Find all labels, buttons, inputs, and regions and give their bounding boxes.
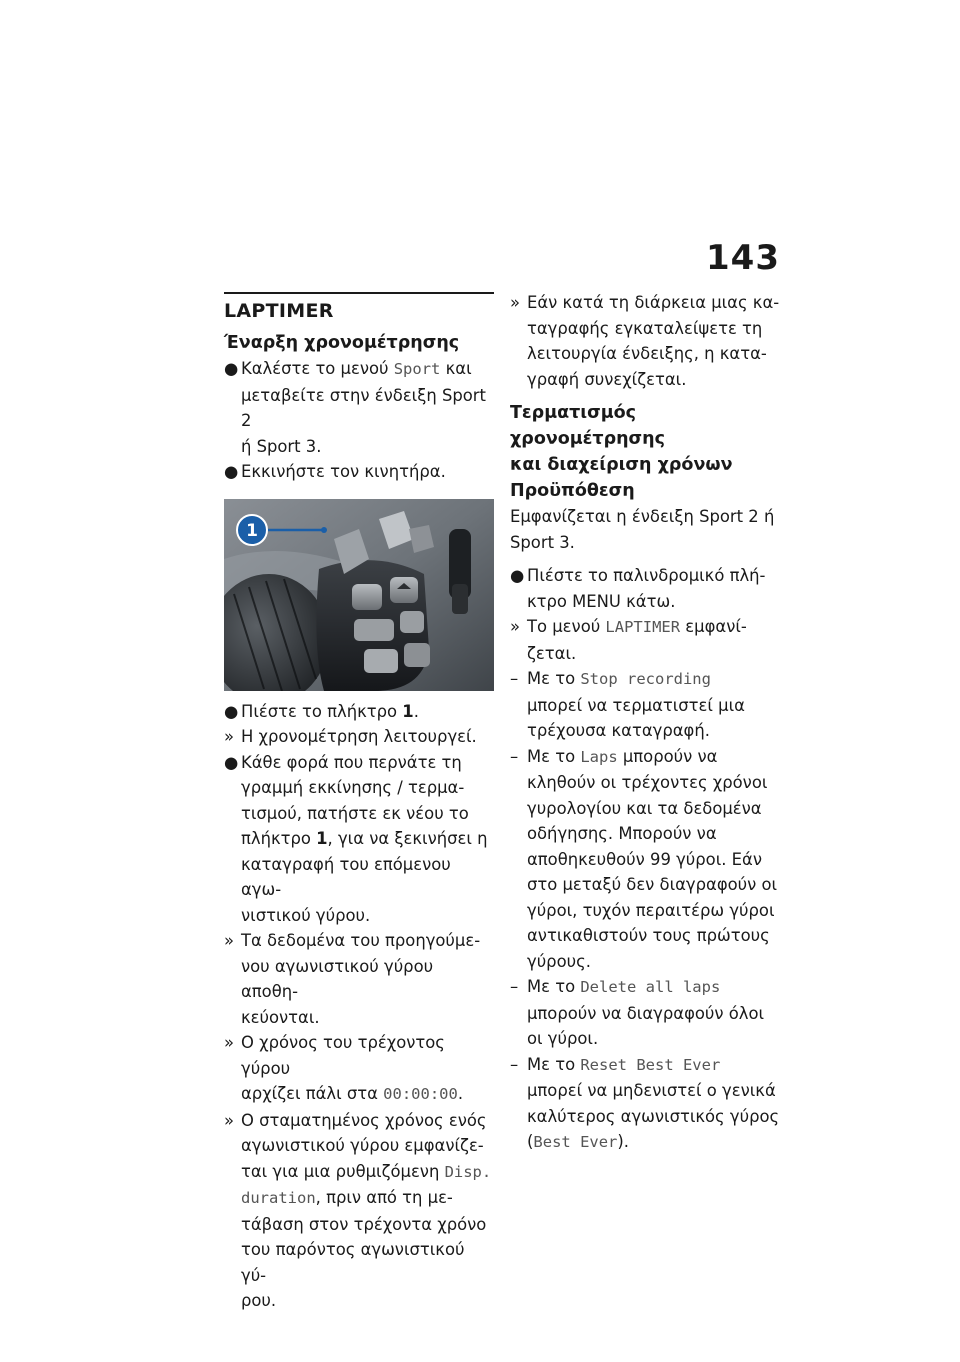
- text-line: duration, πριν από τη με-: [241, 1188, 453, 1207]
- result-arrow-icon: »: [510, 293, 521, 312]
- result-arrow-icon: »: [224, 727, 235, 746]
- subhead-start-timing: Έναρξη χρονομέτρησης: [224, 333, 460, 353]
- subhead-prerequisite: Προϋπόθεση: [510, 481, 635, 501]
- text-line: αντικαθιστούν τους πρώτους: [527, 926, 770, 945]
- bullet-icon: ●: [224, 462, 239, 481]
- text-line: αρχίζει πάλι στα 00:00:00.: [241, 1084, 464, 1103]
- bullet-icon: ●: [224, 359, 239, 378]
- text-line: τρέχουσα καταγραφή.: [527, 721, 710, 740]
- text-line: μπορούν να διαγραφούν όλοι: [527, 1003, 765, 1023]
- text-line: αγωνιστικού γύρου εμφανίζε-: [241, 1136, 484, 1155]
- right-column: [510, 290, 782, 1156]
- text-line: μπορεί να τερματιστεί μια: [527, 695, 745, 715]
- subhead-stop-timing-2: και διαχείριση χρόνων: [510, 455, 733, 475]
- text-line: μεταβείτε στην ένδειξη Sport 2: [241, 385, 486, 430]
- page-number: 143: [706, 238, 780, 278]
- text-line: ή Sport 3.: [241, 436, 322, 456]
- text-line: ταγραφής εγκαταλείψετε τη: [527, 318, 763, 338]
- text-line: κληθούν οι τρέχοντες χρόνοι: [527, 773, 768, 792]
- bullet-icon: ●: [510, 566, 525, 585]
- dash-icon: –: [510, 669, 519, 688]
- subhead-stop-timing: Τερματισμός χρονομέτρησης: [510, 403, 666, 449]
- result-arrow-icon: »: [224, 1033, 235, 1052]
- step-item: ● Πιέστε το παλινδρομικό πλή-: [510, 563, 782, 589]
- step-item: ● Πιέστε το πλήκτρο 1.: [224, 699, 494, 725]
- text-line: κεύονται.: [241, 1007, 320, 1027]
- text-line: λειτουργία ένδειξης, η κατα-: [527, 344, 767, 363]
- result-item: » Τα δεδομένα του προηγούμε-: [224, 928, 494, 954]
- step-item: ● Καλέστε το μενού Sport και: [224, 356, 494, 383]
- result-item: » Εάν κατά τη διάρκεια μιας κα-: [510, 290, 782, 316]
- result-item: » Το μενού LAPTIMER εμφανί-: [510, 614, 782, 641]
- text-line: νου αγωνιστικού γύρου αποθη-: [241, 956, 434, 1001]
- dash-icon: –: [510, 746, 519, 766]
- text-line: γραμμή εκκίνησης / τερμα-: [241, 778, 465, 797]
- prerequisite-text: Εμφανίζεται η ένδειξη Sport 2 ή: [510, 507, 775, 526]
- text-line: ρου.: [241, 1291, 277, 1310]
- text-line: γυρολογίου και τα δεδομένα: [527, 798, 762, 818]
- text-line: γύροι, τυχόν περαιτέρω γύροι: [527, 900, 775, 920]
- text-line: του παρόντος αγωνιστικού γύ-: [241, 1240, 465, 1285]
- text-line: τάβαση στον τρέχοντα χρόνο: [241, 1214, 487, 1234]
- text-line: μπορεί να μηδενιστεί ο γενικά: [527, 1081, 776, 1100]
- text-line: καταγραφή του επόμενου αγω-: [241, 854, 451, 899]
- bullet-icon: ●: [224, 701, 239, 721]
- text-line: κτρο MENU κάτω.: [527, 591, 676, 611]
- option-item: – Με το Laps μπορούν να: [510, 744, 782, 771]
- text-line: ται για μια ρυθμιζόμενη Disp.: [241, 1161, 492, 1181]
- bullet-icon: ●: [224, 752, 239, 772]
- result-arrow-icon: »: [224, 931, 235, 950]
- callout-number: 1: [246, 520, 258, 541]
- text-line: πλήκτρο 1, για να ξεκινήσει η: [241, 829, 488, 848]
- step-item: ● Κάθε φορά που περνάτε τη: [224, 750, 494, 776]
- text-line: στο μεταξύ δεν διαγραφούν οι: [527, 875, 778, 894]
- text-line: οι γύροι.: [527, 1029, 599, 1048]
- result-arrow-icon: »: [510, 617, 521, 636]
- text-line: αποθηκευθούν 99 γύροι. Εάν: [527, 849, 762, 869]
- section-title: LAPTIMER: [224, 300, 334, 322]
- result-arrow-icon: »: [224, 1110, 235, 1130]
- result-item: » Ο χρόνος του τρέχοντος γύρου: [224, 1030, 494, 1081]
- text-line: τισμού, πατήστε εκ νέου το: [241, 803, 469, 823]
- text-line: ζεται.: [527, 643, 577, 663]
- section-rule: [224, 292, 494, 294]
- text-line: νιστικού γύρου.: [241, 905, 371, 925]
- option-item: – Με το Stop recording: [510, 666, 782, 693]
- result-item: » Ο σταματημένος χρόνος ενός: [224, 1108, 494, 1134]
- dash-icon: –: [510, 977, 519, 996]
- text-line: καλύτερος αγωνιστικός γύρος: [527, 1106, 780, 1126]
- option-item: – Με το Reset Best Ever: [510, 1052, 782, 1079]
- dash-icon: –: [510, 1054, 519, 1074]
- result-item: » Η χρονομέτρηση λειτουργεί.: [224, 724, 494, 750]
- option-item: – Με το Delete all laps: [510, 974, 782, 1001]
- text-line: γραφή συνεχίζεται.: [527, 369, 687, 389]
- handlebar-switch-photo: [224, 499, 494, 691]
- left-column: [224, 292, 494, 1314]
- text-line: οδήγησης. Μπορούν να: [527, 824, 717, 843]
- prerequisite-text: Sport 3.: [510, 532, 575, 552]
- text-line: (Best Ever).: [527, 1132, 630, 1151]
- text-line: γύρους.: [527, 951, 591, 971]
- step-item: ● Εκκινήστε τον κινητήρα.: [224, 459, 494, 485]
